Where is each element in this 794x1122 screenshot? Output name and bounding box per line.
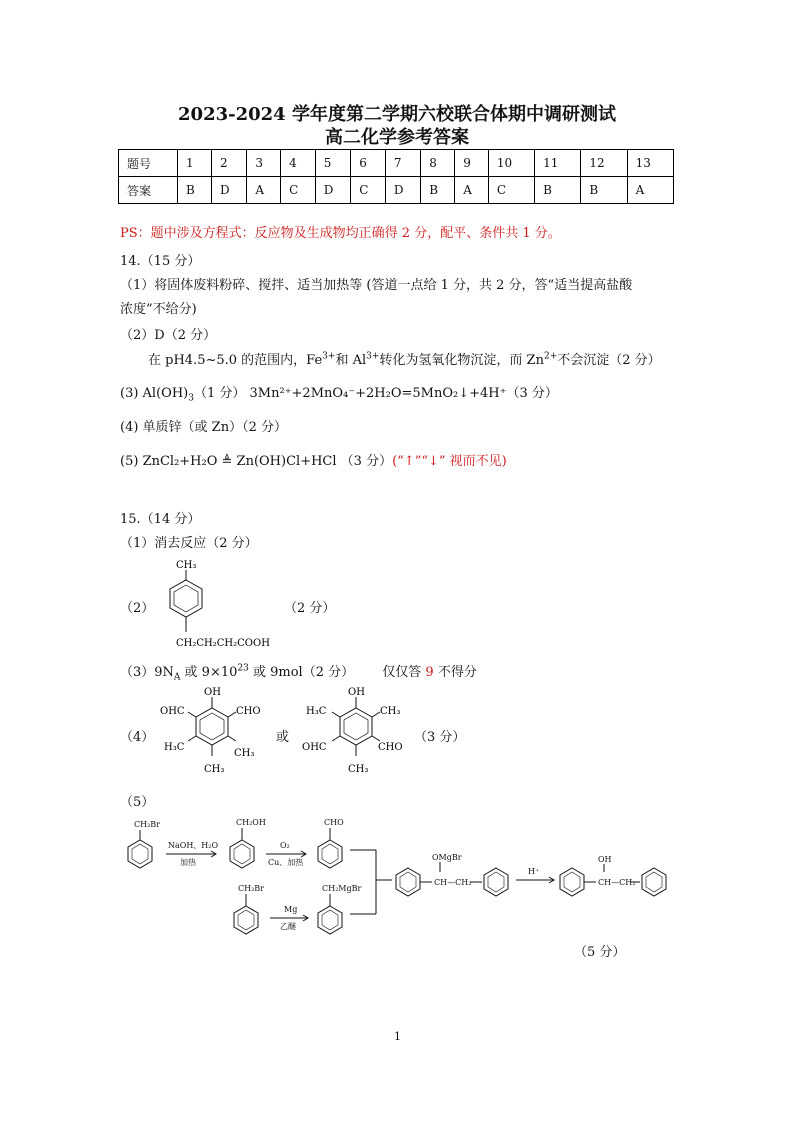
table-cell-number: 13 <box>627 150 673 177</box>
table-cell-answer: B <box>535 177 581 204</box>
table-row-numbers <box>119 150 674 177</box>
table-cell-answer: A <box>627 177 673 204</box>
q15-part1: （1）消去反应（2 分） <box>120 536 258 551</box>
svg-text:CH₃: CH₃ <box>204 764 225 775</box>
q14-equation-5: ZnCl₂+H₂O ≜ Zn(OH)Cl+HCl <box>142 454 337 469</box>
svg-text:H⁺: H⁺ <box>528 867 540 876</box>
chain-label: CH₂CH₂CH₂COOH <box>176 638 270 649</box>
q14-heading: 14.（15 分） <box>120 254 201 269</box>
table-cell-number: 8 <box>421 150 455 177</box>
q14-part2: （2）D（2 分） <box>120 328 217 343</box>
table-cell-number: 3 <box>247 150 281 177</box>
table-cell-number: 1 <box>178 150 212 177</box>
svg-text:CHO: CHO <box>324 818 344 827</box>
q15-part2-label: （2） <box>120 601 155 616</box>
q15-part3: $(3)9N_A$ 或 $9\times 10^{23}$ 或 9mol（2 分） 仅仅答 9 不得分 <box>120 663 477 683</box>
table-cell-answer: D <box>385 177 420 204</box>
svg-text:加热: 加热 <box>180 858 196 867</box>
q15-part4-or: 或 <box>276 730 290 745</box>
table-cell-number: 7 <box>385 150 420 177</box>
table-cell-answer: D <box>315 177 350 204</box>
table-cell-number: 5 <box>315 150 350 177</box>
svg-text:Mg: Mg <box>284 905 298 914</box>
table-cell-number: 12 <box>581 150 627 177</box>
q14-part4: (4) 单质锌（或 Zn）（2 分） <box>120 420 287 435</box>
svg-text:H₃C: H₃C <box>164 742 185 753</box>
q15-part4-score: （3 分） <box>414 730 466 745</box>
table-cell-answer: A <box>455 177 489 204</box>
benzene-ring <box>170 580 202 617</box>
svg-text:OH: OH <box>348 687 365 698</box>
page-number: 1 <box>394 1030 401 1043</box>
structure-q15-2 <box>150 556 300 652</box>
table-cell-number: 4 <box>281 150 316 177</box>
q15-part4-label: （4） <box>120 730 155 745</box>
table-cell-answer: A <box>247 177 281 204</box>
table-cell-answer: C <box>351 177 386 204</box>
table-cell-label: 答案 <box>119 177 178 204</box>
q15-part2-score: （2 分） <box>284 601 336 616</box>
ch3-label: CH₃ <box>176 560 197 571</box>
svg-text:CH—CH₂: CH—CH₂ <box>434 878 472 887</box>
table-cell-answer: C <box>488 177 534 204</box>
q14-equation: 3Mn²⁺+2MnO₄⁻+2H₂O=5MnO₂↓+4H⁺ <box>249 386 507 401</box>
svg-text:CH₃: CH₃ <box>380 706 401 717</box>
table-cell-number: 10 <box>488 150 534 177</box>
table-cell-number: 9 <box>455 150 489 177</box>
svg-text:CHO: CHO <box>236 706 261 717</box>
page-title: 2023-2024 学年度第二学期六校联合体期中调研测试 <box>178 104 616 125</box>
svg-text:CH₃: CH₃ <box>234 748 255 759</box>
scoring-note: PS：题中涉及方程式：反应物及生成物均正确得 2 分，配平、条件共 1 分。 <box>120 226 561 241</box>
table-cell-number: 11 <box>535 150 581 177</box>
q15-part5-score: （5 分） <box>574 945 626 960</box>
table-row-answers <box>119 177 674 204</box>
svg-text:CHO: CHO <box>378 742 403 753</box>
svg-text:OH: OH <box>598 855 612 864</box>
q14-part5: (5) ZnCl₂+H₂O ≜ Zn(OH)Cl+HCl （3 分）(“↑”“↓” 视而不见) <box>120 454 507 469</box>
table-cell-label: 题号 <box>119 150 178 177</box>
svg-text:Cu、加热: Cu、加热 <box>268 858 304 867</box>
table-cell-answer: D <box>211 177 246 204</box>
synthesis-route <box>110 810 690 940</box>
q14-part2-explanation: 在 pH4.5~5.0 的范围内，$Fe^{3+}$和 $Al^{3+}$转化为氢氧化物沉淀，而 $Zn^{2+}$不会沉淀（2 分） <box>148 351 661 368</box>
q14-part1-cont: 浓度”不给分) <box>120 302 197 317</box>
q15-heading: 15.（14 分） <box>120 512 201 527</box>
svg-text:CH₂Br: CH₂Br <box>134 820 161 829</box>
q14-part1: （1）将固体废料粉碎、搅拌、适当加热等 (答道一点给 1 分，共 2 分，答“适当提高盐酸 <box>120 278 633 293</box>
svg-text:OH: OH <box>204 687 221 698</box>
svg-text:乙醚: 乙醚 <box>280 922 296 931</box>
q14-part3: (3) $Al(OH)_3(1$ 分） 3Mn²⁺+2MnO₄⁻+2H₂O=5MnO₂↓+4H⁺（3 分） <box>120 386 558 404</box>
table-cell-answer: C <box>281 177 316 204</box>
svg-text:CH₂OH: CH₂OH <box>236 818 266 827</box>
svg-text:CH₃: CH₃ <box>348 764 369 775</box>
svg-text:CH—CH₂: CH—CH₂ <box>598 878 636 887</box>
table-cell-answer: B <box>178 177 212 204</box>
svg-text:NaOH、H₂O: NaOH、H₂O <box>168 841 219 850</box>
answer-table <box>118 149 674 204</box>
table-cell-number: 6 <box>351 150 386 177</box>
structure-q15-4b <box>298 684 418 780</box>
svg-text:CH₂Br: CH₂Br <box>238 884 265 893</box>
svg-text:OMgBr: OMgBr <box>432 853 462 862</box>
table-cell-answer: B <box>581 177 627 204</box>
svg-text:CH₂MgBr: CH₂MgBr <box>322 884 362 893</box>
table-cell-number: 2 <box>211 150 246 177</box>
svg-text:O₂: O₂ <box>280 841 290 850</box>
svg-text:OHC: OHC <box>160 706 185 717</box>
svg-text:H₃C: H₃C <box>306 706 327 717</box>
table-cell-answer: B <box>421 177 455 204</box>
q15-part5-label: （5） <box>120 795 155 810</box>
structure-q15-4a <box>160 684 270 780</box>
page-subtitle: 高二化学参考答案 <box>325 127 469 148</box>
svg-text:OHC: OHC <box>302 742 327 753</box>
